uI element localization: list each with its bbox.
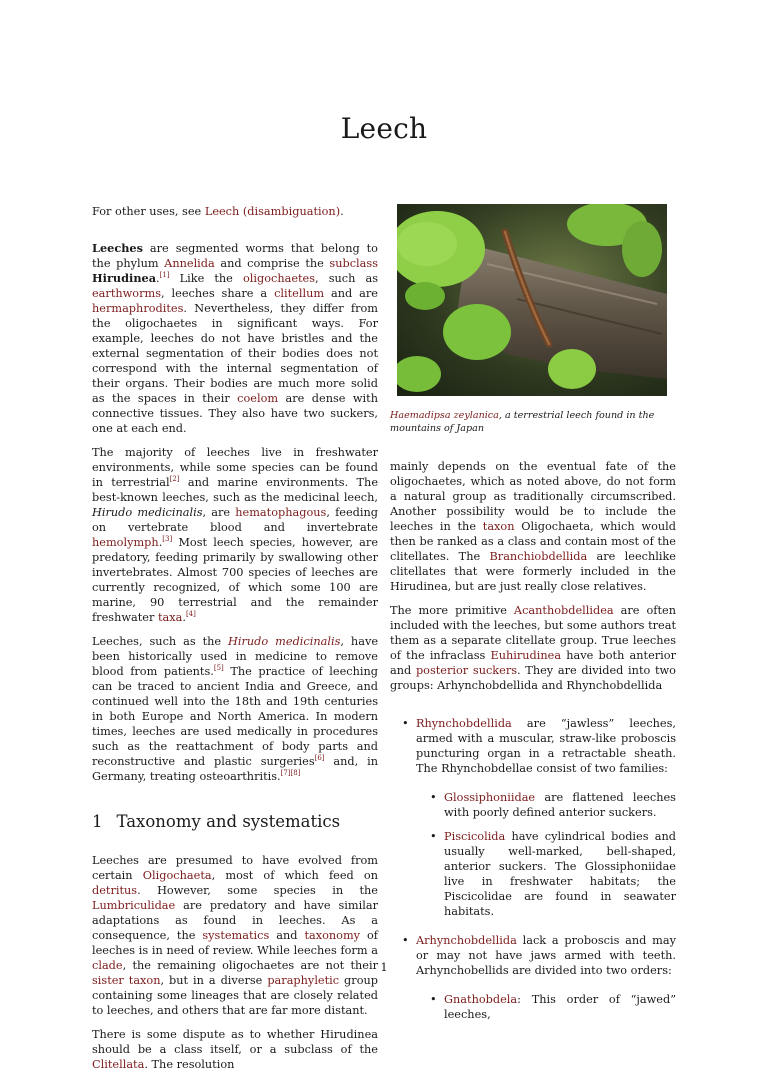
- link-piscicolida[interactable]: Piscicolida: [444, 830, 506, 843]
- citation[interactable]: [6]: [314, 754, 325, 763]
- citation[interactable]: [4]: [185, 610, 196, 619]
- link-taxa[interactable]: taxa: [157, 611, 183, 624]
- link-arhynchobdellida[interactable]: Arhynchobdellida: [416, 934, 517, 947]
- citation[interactable]: [5]: [213, 664, 224, 673]
- hatnote: For other uses, see Leech (disambiguation).: [92, 205, 344, 218]
- link-gnathobdela[interactable]: Gnathobdela: [444, 993, 518, 1006]
- left-column: [92, 204, 378, 1081]
- leech-photo: [397, 204, 667, 396]
- leech-photo-illustration: [397, 204, 667, 396]
- link-oligochaetes[interactable]: oligochaetes: [242, 272, 316, 285]
- link-annelida[interactable]: Annelida: [164, 257, 215, 270]
- caption-link[interactable]: Haemadipsa zeylanica: [390, 410, 499, 421]
- bullet: •: [402, 934, 409, 947]
- bullet: •: [430, 993, 437, 1006]
- section-paragraph-1: Leeches are presumed to have evolved from certain Oligochaeta, most of which feed on detritus. However, some species in the Lumbriculidae are predatory and have similar adaptations as found in leeches. As a consequence, the systematics and taxonomy of leeches is in need of review. While leeches form a clade, the remaining oligochaetes are not their sister taxon, but in a diverse paraphyletic group containing some lineages that are closely related to leeches, and others that are far more distant.: [92, 854, 379, 1017]
- bullet: •: [430, 791, 437, 804]
- intro-paragraph-3: Leeches, such as the Hirudo medicinalis, have been historically used in medicine to remove blood from patients.[5] The practice of leeching can be traced to ancient India and Greece, and continued well into the 18th and 19th centuries in both Europe and North America. In modern times, leeches are used medically in procedures such as the reattachment of body parts and reconstructive and plastic surgeries[6] and, in Germany, treating osteoarthritis.[7][8]: [92, 635, 379, 783]
- link-taxon[interactable]: taxon: [482, 520, 515, 533]
- link-hemolymph[interactable]: hemolymph: [92, 536, 159, 549]
- link-systematics[interactable]: systematics: [202, 929, 270, 942]
- list-item: • Gnathobdela: This order of “jawed” leeches,: [430, 993, 676, 1021]
- link-hirudo-medicinalis[interactable]: Hirudo medicinalis: [228, 635, 341, 648]
- link-detritus[interactable]: detritus: [92, 884, 138, 897]
- section-paragraph-3: The more primitive Acanthobdellidea are often included with the leeches, but some authors treat them as a separate clitellate group. True leeches of the infraclass Euhirudinea have both anterior and posterior suckers. They are divided into two groups: Arhynchobdellida and Rhynchobdellida: [390, 604, 676, 692]
- section-paragraph-2-start: There is some dispute as to whether Hirudinea should be a class itself, or a subclass of the Clitellata. The resolution: [92, 1028, 378, 1071]
- link-sister-taxon[interactable]: sister taxon: [92, 974, 161, 987]
- link-euhirudinea[interactable]: Euhirudinea: [490, 649, 562, 662]
- link-taxonomy[interactable]: taxonomy: [304, 929, 361, 942]
- link-lumbriculidae[interactable]: Lumbriculidae: [92, 899, 176, 912]
- list-item: • Rhynchobdellida are “jawless” leeches, armed with a muscular, straw-like proboscis puncturing organ in a retractable sheath. The Rhynchobdellae consist of two families: • Glossiphoniidae are flattened leeches with poorly defined anterior suckers. • Piscicolida have cylindrical bodies and usually well-marked, bell-shaped, anterior suckers. The Glossiphoniidae live in freshwater habitats; the Piscicolidae are found in seawater habitats.: [402, 717, 676, 918]
- page-title: Leech: [340, 112, 428, 145]
- taxonomy-list: [390, 716, 676, 1022]
- disambiguation-link[interactable]: Leech (disambiguation): [204, 205, 341, 218]
- link-clade[interactable]: clade: [92, 959, 123, 972]
- figure-caption: [390, 409, 680, 435]
- link-rhynchobdellida[interactable]: Rhynchobdellida: [416, 717, 512, 730]
- link-subclass[interactable]: subclass: [329, 257, 378, 270]
- section-paragraph-2-continued: mainly depends on the eventual fate of the oligochaetes, which as noted above, do not form a natural group as traditionally circumscribed. Another possibility would be to include the leeches in the taxon Oligochaeta, which would then be ranked as a class and contain most of the clitellates. The Branchiobdellida are leechlike clitellates that were formerly included in the Hirudinea, but are just really close relatives.: [390, 460, 676, 593]
- link-branchiobdellida[interactable]: Branchiobdellida: [489, 550, 588, 563]
- list-item: • Glossiphoniidae are flattened leeches with poorly defined anterior suckers.: [430, 791, 676, 819]
- bullet: •: [430, 830, 437, 843]
- page-number: 1: [380, 960, 388, 974]
- list-item: • Piscicolida have cylindrical bodies and usually well-marked, bell-shaped, anterior suckers. The Glossiphoniidae live in freshwater habitats; the Piscicolidae are found in seawater habitats.: [430, 830, 676, 918]
- link-earthworms[interactable]: earthworms: [92, 287, 162, 300]
- intro-paragraph-2: The majority of leeches live in freshwater environments, while some species can be found in terrestrial[2] and marine environments. The best-known leeches, such as the medicinal leech, Hirudo medicinalis, are hematophagous, feeding on vertebrate blood and invertebrate hemolymph.[3] Most leech species, however, are predatory, feeding primarily by swallowing other invertebrates. Almost 700 species of leeches are currently recognized, of which some 100 are marine, 90 terrestrial and the remainder freshwater taxa.[4]: [92, 446, 379, 624]
- citation[interactable]: [3]: [162, 535, 173, 544]
- right-column: [390, 459, 676, 1031]
- citation[interactable]: [1]: [159, 271, 170, 280]
- link-acanthobdellidea[interactable]: Acanthobdellidea: [513, 604, 614, 617]
- citation[interactable]: [2]: [169, 475, 180, 484]
- list-item: • Arhynchobdellida lack a proboscis and may or may not have jaws armed with teeth. Arhynchobellids are divided into two orders: • Gnathobdela: This order of “jawed” leeches,: [402, 934, 676, 1021]
- citation[interactable]: [7][8]: [280, 769, 301, 778]
- link-paraphyletic[interactable]: paraphyletic: [267, 974, 340, 987]
- bullet: •: [402, 717, 409, 730]
- intro-paragraph-1: Leeches are segmented worms that belong to the phylum Annelida and comprise the subclass Hirudinea.[1] Like the oligochaetes, such as earthworms, leeches share a clitellum and are hermaphrodites. Nevertheless, they differ from the oligochaetes in significant ways. For example, leeches do not have bristles and the external segmentation of their bodies does not correspond with the internal segmentation of their organs. Their bodies are much more solid as the spaces in their coelom are dense with connective tissues. They also have two suckers, one at each end.: [92, 241, 378, 435]
- link-clitellum[interactable]: clitellum: [274, 287, 325, 300]
- link-coelom[interactable]: coelom: [237, 392, 279, 405]
- link-glossiphoniidae[interactable]: Glossiphoniidae: [444, 791, 536, 804]
- sub-list: [416, 992, 676, 1022]
- sub-list: [416, 790, 676, 919]
- link-hermaphrodites[interactable]: hermaphrodites: [92, 302, 184, 315]
- link-oligochaeta[interactable]: Oligochaeta: [142, 869, 212, 882]
- section-heading: 1 Taxonomy and systematics: [92, 812, 341, 831]
- caption-text: , a terrestrial leech found in the mountains of Japan: [390, 410, 655, 434]
- link-clitellata[interactable]: Clitellata: [92, 1058, 145, 1071]
- link-posterior-suckers[interactable]: posterior suckers: [415, 664, 518, 677]
- link-hematophagous[interactable]: hematophagous: [235, 506, 327, 519]
